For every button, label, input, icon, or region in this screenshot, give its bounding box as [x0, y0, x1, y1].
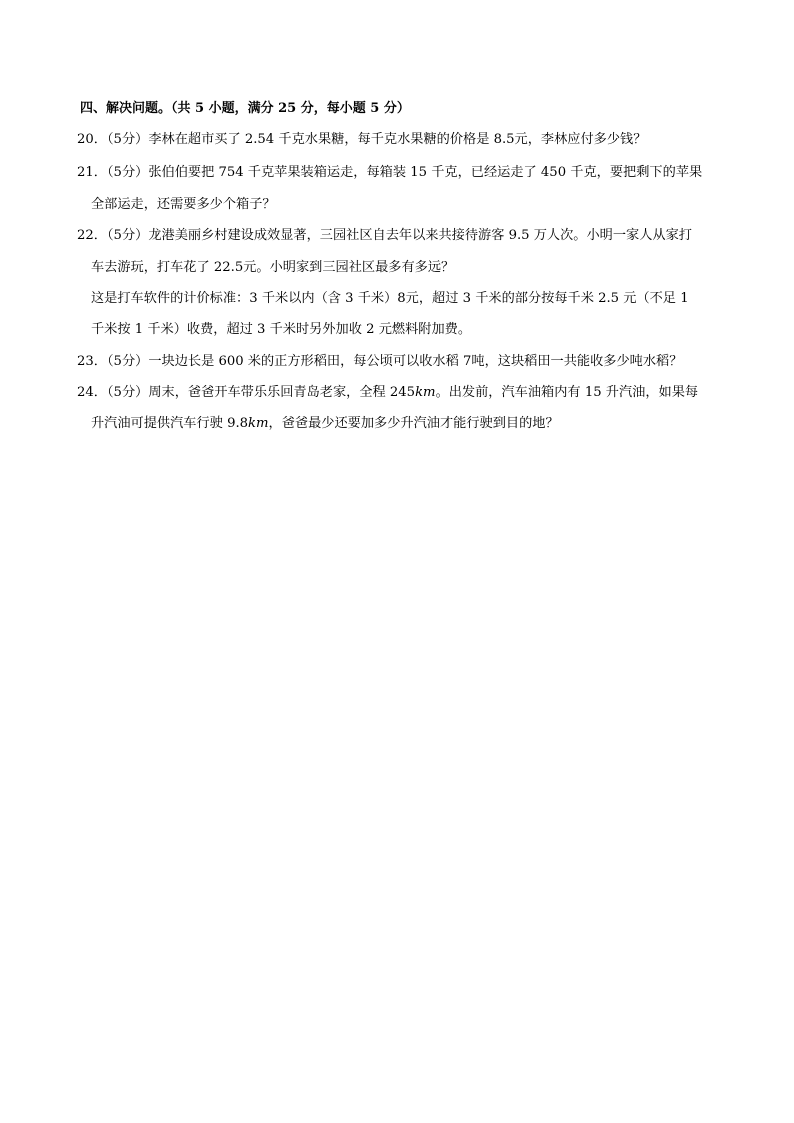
question-24-text-a: 24．（5分）周末，爸爸开车带乐乐回青岛老家，全程 245 — [77, 385, 416, 400]
question-20: 20．（5分）李林在超市买了 2.54 千克水果糖，每千克水果糖的价格是 8.5元，李林应付多少钱？ — [77, 132, 647, 147]
unit-km: km — [248, 416, 269, 431]
question-24-text-c: 升汽油可提供汽车行驶 9.8 — [91, 416, 249, 431]
question-24-text-d: ，爸爸最少还要加多少升汽油才能行驶到目的地？ — [268, 416, 559, 431]
question-21: 21．（5分）张伯伯要把 754 千克苹果装箱运走，每箱装 15 千克，已经运走了 450 千克，要把剩下的苹果 — [77, 165, 703, 180]
question-23: 23．（5分）一块边长是 600 米的正方形稻田，每公顷可以收水稻 7吨，这块稻田一共能收多少吨水稻？ — [77, 354, 683, 369]
section-heading: 四、解决问题。（共 5 小题，满分 25 分，每小题 5 分） — [80, 101, 410, 116]
unit-km: km — [415, 385, 436, 400]
question-22-pricing-rule: 这是打车软件的计价标准：3 千米以内（含 3 千米）8元，超过 3 千米的部分按每千米 2.5 元（不足 1 — [91, 291, 689, 306]
question-22-pricing-rule-continuation: 千米按 1 千米）收费，超过 3 千米时另外加收 2 元燃料附加费。 — [91, 322, 472, 337]
question-24 — [77, 383, 698, 403]
question-21-continuation: 全部运走，还需要多少个箱子？ — [91, 197, 276, 212]
question-22: 22．（5分）龙港美丽乡村建设成效显著，三园社区自去年以来共接待游客 9.5 万人次。小明一家人从家打 — [77, 228, 692, 243]
question-24-text-b: 。出发前，汽车油箱内有 15 升汽油，如果每 — [435, 385, 699, 400]
question-22-continuation: 车去游玩，打车花了 22.5元。小明家到三园社区最多有多远？ — [91, 260, 455, 275]
question-24-continuation — [91, 414, 559, 434]
